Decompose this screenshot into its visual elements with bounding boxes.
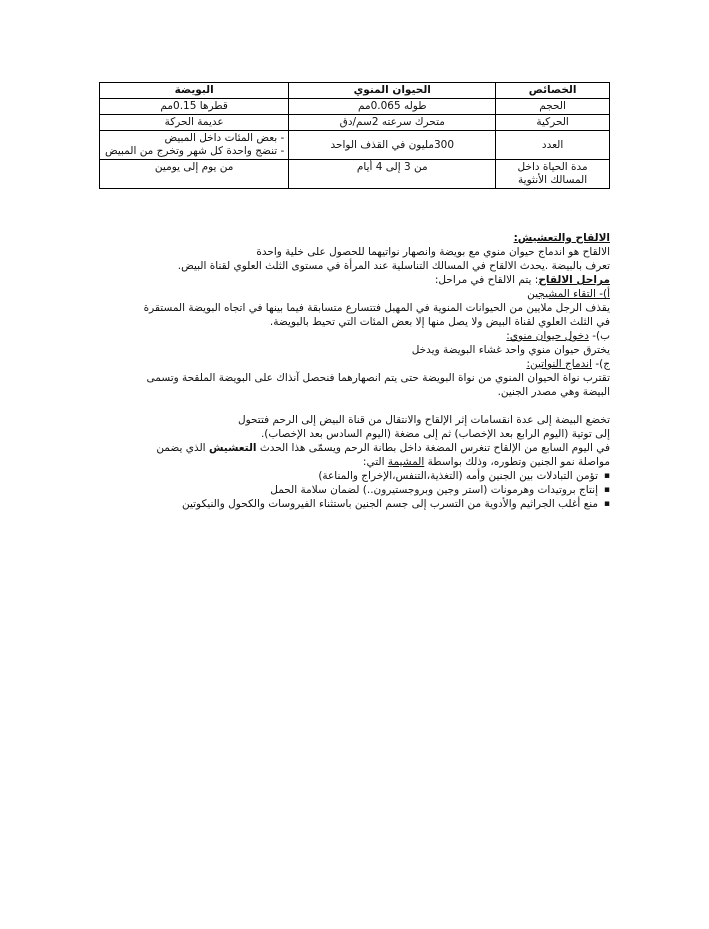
- list-item: ▪ إنتاج بروتيدات وهرمونات (استر وجين وبروجستيرون..) لضمان سلامة الحمل: [128, 483, 610, 497]
- stages-intro-text: : يتم الالقاح في مراحل:: [434, 274, 539, 286]
- placenta-term: المشيمة: [387, 456, 425, 468]
- cell-egg: قطرها 0.15مم: [100, 99, 289, 115]
- stage-a-label: أ)- التقاء المشيجين: [527, 288, 610, 300]
- stage-b-prefix: ب)-: [588, 330, 610, 342]
- placenta-functions-list: [128, 469, 610, 511]
- cell-egg: من يوم إلى يومين: [100, 160, 289, 189]
- stages-intro: [128, 273, 610, 287]
- list-item: ▪ تؤمن التبادلات بين الجنين وأمه (التغذية،التنفس،الإخراج والمناعة): [128, 469, 610, 483]
- nesting-line: إلى توتية (اليوم الرابع بعد الإخصاب) ثم إلى مضغة (اليوم السادس بعد الإخصاب).: [260, 428, 610, 440]
- nesting-line: تخضع البيضة إلى عدة انقسامات إثر الإلقاح والانتقال من قناة البيض إلى الرحم فتتحول: [237, 414, 610, 426]
- cell-property: العدد: [496, 131, 610, 160]
- list-item: ▪ منع أغلب الجراثيم والأدوية من التسرب إلى جسم الجنين باستثناء الفيروسات والكحول والنيكوتين: [128, 497, 610, 511]
- definition-line: تعرف بالبيضة .يحدث الالقاح في المسالك التناسلية عند المرأة في مستوى الثلث العلوي لقناة البيض.: [177, 260, 610, 272]
- nesting-paragraph: [128, 441, 610, 469]
- body-text: [128, 231, 610, 511]
- nesting-text: في اليوم السابع من الإلقاح تنغرس المضغة داخل بطانة الرحم ويسمّى هذا الحدث: [256, 442, 610, 454]
- cell-property: الحركية: [496, 115, 610, 131]
- header-sperm: الحيوان المنوي: [289, 83, 496, 99]
- cell-property: مدة الحياة داخل المسالك الأنثوية: [496, 160, 610, 189]
- stage-a-text: يقذف الرجل ملايين من الحيوانات المنوية في المهبل فتتسارع متسابقة فيما بينها في اتجاه البويضة المستقرة في الثلث العلوي لقناة البيض ولا يصل منها إلا بعض المئات التي تحيط بالبويضة.: [143, 302, 610, 328]
- comparison-table: [99, 82, 610, 189]
- stage-b-label: دخول حيوان منوي:: [506, 330, 589, 342]
- spacer: [128, 399, 610, 413]
- table-row: [100, 160, 610, 189]
- stage-c-text: تقترب نواة الحيوان المنوي من نواة البويضة حتى يتم انصهارهما فنحصل آنذاك على البويضة الملقحة وتسمى البيضة وهي مصدر الجنين.: [146, 372, 610, 398]
- stage-c-label: اندماج النواتين:: [526, 358, 592, 370]
- cell-sperm: من 3 إلى 4 أيام: [289, 160, 496, 189]
- definition-line: الالقاح هو اندماج حيوان منوي مع بويضة وانصهار نواتيهما للحصول على خلية واحدة: [256, 246, 610, 258]
- cell-egg-line: - تنضج واحدة كل شهر وتخرج من المبيض: [104, 145, 285, 157]
- cell-egg: عديمة الحركة: [100, 115, 289, 131]
- section-title: الالقاح والتعشيش:: [513, 232, 610, 244]
- cell-egg: [100, 131, 289, 160]
- cell-property: الحجم: [496, 99, 610, 115]
- nesting-term: التعشيش: [208, 442, 257, 454]
- table-row: [100, 115, 610, 131]
- table-header-row: [100, 83, 610, 99]
- header-egg: البويضة: [100, 83, 289, 99]
- stages-title: مراحل الالقاح: [538, 274, 610, 286]
- cell-egg-line: - بعض المئات داخل المبيض: [164, 132, 285, 144]
- stage-c-heading: [128, 357, 610, 371]
- stage-b-text: يخترق حيوان منوي واحد غشاء البويضة ويدخل: [411, 344, 610, 356]
- header-property: الخصائص: [496, 83, 610, 99]
- stage-b-heading: [128, 329, 610, 343]
- cell-sperm: طوله 0.065مم: [289, 99, 496, 115]
- nesting-text: التي:: [362, 456, 388, 468]
- cell-sperm: متحرك سرعته 2سم/دق: [289, 115, 496, 131]
- nesting-text: الذي يضمن مواصلة نمو الجنين وتطوره، وذلك بواسطة: [156, 442, 610, 468]
- stage-c-prefix: ج)-: [591, 358, 610, 370]
- cell-sperm: 300مليون في القذف الواحد: [289, 131, 496, 160]
- table-row: [100, 131, 610, 160]
- table-row: [100, 99, 610, 115]
